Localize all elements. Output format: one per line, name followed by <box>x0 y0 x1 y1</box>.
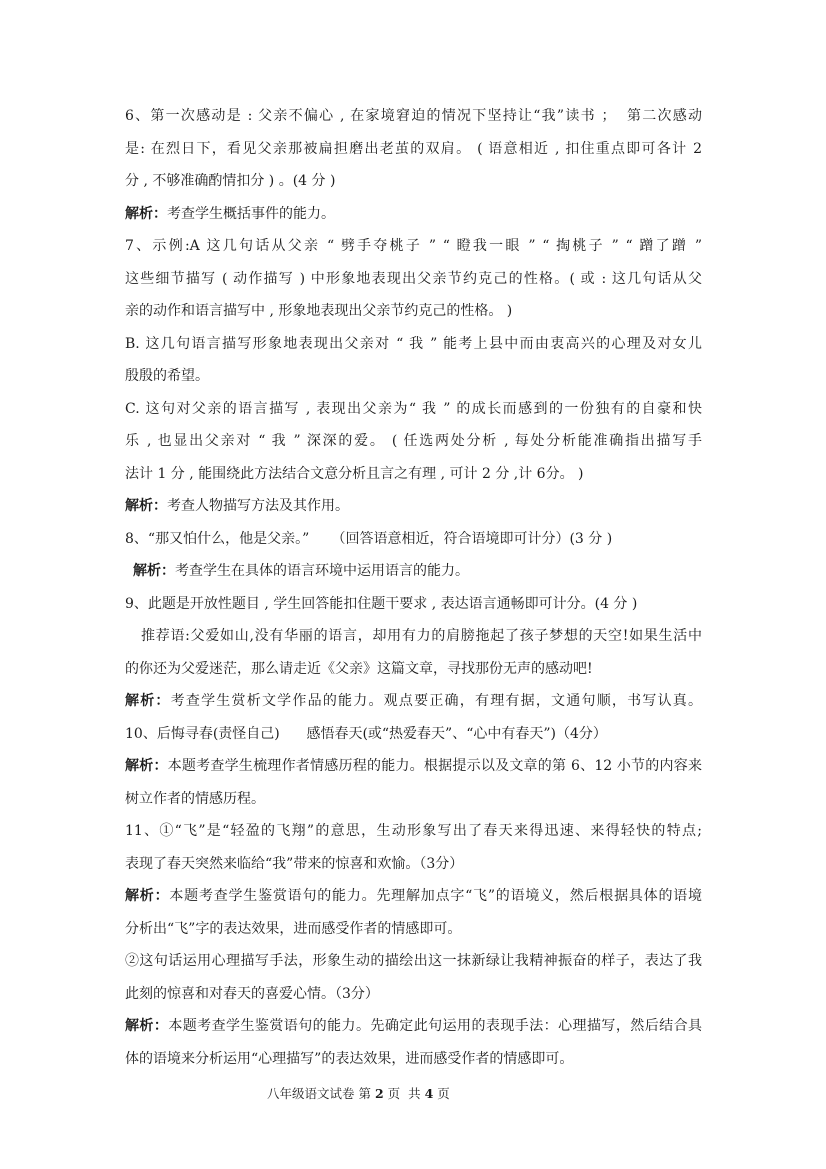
q7-option-b-line-2: 殷殷的希望。 <box>125 368 209 384</box>
analysis-label: 解析： <box>125 758 168 774</box>
analysis-label: 解析： <box>133 563 175 579</box>
q11-part1-answer-line-1: 11、①“飞”是“轻盈的飞翔”的意思，生动形象写出了春天来得迅速、来得轻快的特点; <box>125 823 702 839</box>
q11-part1-answer-line-2: 表现了春天突然来临给“我”带来的惊喜和欢愉。（3分） <box>125 855 464 872</box>
q11-part2-answer-line-1: ②这句话运用心理描写手法，形象生动的描绘出这一抹新绿让我精神振奋的样子，表达了我 <box>125 953 702 969</box>
q11-part2-analysis-line-1 <box>125 1010 702 1043</box>
q9-answer-line: 9、此题是开放性题目 , 学生回答能扣住题干要求 , 表达语言通畅即可计分。(4 分 ) <box>125 595 638 612</box>
analysis-label: 解析： <box>125 205 167 222</box>
q7-analysis <box>125 490 702 523</box>
analysis-text: 本题考查学生鉴赏语句的能力。先理解加点字“飞”的语境义，然后根据具体的语境 <box>169 888 702 904</box>
q6-answer-line-3: 分 , 不够准确酌情扣分 ) 。(4 分 ) <box>125 173 336 189</box>
analysis-text: 考查人物描写方法及其作用。 <box>167 498 349 514</box>
analysis-text: 考查学生赏析文学作品的能力。观点要正确，有理有据，文通句顺，书写认真。 <box>170 693 702 709</box>
q11-part2-analysis-line-2: 体的语境来分析运用“心理描写”的表达效果，进而感受作者的情感即可。 <box>125 1050 574 1067</box>
analysis-text: 本题考查学生梳理作者情感历程的能力。根据提示以及文章的第 6、12 小节的内容来 <box>167 758 702 774</box>
q6-answer-line-1: 6、第一次感动是 : 父亲不偏心 , 在家境窘迫的情况下坚持让“我”读书 ； 第二次感动 <box>125 108 702 124</box>
footer-prefix: 八年级语文试卷 第 <box>267 1086 375 1101</box>
q6-analysis <box>125 198 702 231</box>
analysis-label: 解析： <box>125 1018 169 1034</box>
q9-recommendation-line-2: 的你还为父爱迷茫，那么请走近《父亲》这篇文章，寻找那份无声的感动吧! <box>125 660 593 677</box>
q8-analysis <box>125 555 702 588</box>
page-footer <box>267 1084 450 1104</box>
q7-option-c-line-3: 法计 1 分 , 能围绕此方法结合文意分析且言之有理 , 可计 2 分 ,计 6分。 ) <box>125 465 584 482</box>
analysis-label: 解析： <box>125 888 170 904</box>
q10-answer-line: 10、后悔寻春(责怪自己) 感悟春天(或“热爱春天”、“心中有春天”)（4分） <box>125 725 607 742</box>
q7-answer-line-1: 7、示例:A 这几句话从父亲 “ 劈手夺桃子 ” “ 瞪我一眼 ” “ 掏桃子 ” “ 蹭了蹭 ” <box>125 238 702 254</box>
q11-part1-analysis-line-1 <box>125 880 702 913</box>
analysis-text: 考查学生概括事件的能力。 <box>167 205 335 222</box>
q11-part1-analysis-line-2: 分析出“飞”字的表达效果，进而感受作者的情感即可。 <box>125 920 462 937</box>
footer-mid: 页 共 <box>383 1086 425 1101</box>
q9-analysis <box>125 685 702 718</box>
q7-option-c-line-2: 乐 , 也显出父亲对 “ 我 ” 深深的爱。 ( 任选两处分析 , 每处分析能准确指出描写手 <box>125 433 702 449</box>
q11-part2-answer-line-2: 此刻的惊喜和对春天的喜爱心情。（3分） <box>125 985 379 1002</box>
q10-analysis-line-1 <box>125 750 702 783</box>
q10-analysis-line-2: 树立作者的情感历程。 <box>125 790 265 807</box>
analysis-label: 解析： <box>125 498 167 514</box>
q7-answer-line-3: 亲的动作和语言描写中 , 形象地表现出父亲节约克己的性格。 ) <box>125 303 513 319</box>
analysis-text: 本题考查学生鉴赏语句的能力。先确定此句运用的表现手法：心理描写，然后结合具 <box>168 1018 702 1034</box>
q6-answer-line-2: 是: 在烈日下，看见父亲那被扁担磨出老茧的双肩。 ( 语意相近 , 扣住重点即可各计 2 <box>125 140 702 157</box>
q8-answer-line: 8、“那又怕什么，他是父亲。” （回答语意相近，符合语境即可计分）(3 分 ) <box>125 530 613 547</box>
answer-content <box>125 100 702 1075</box>
analysis-text: 考查学生在具体的语言环境中运用语言的能力。 <box>175 563 469 579</box>
footer-page-number: 2 <box>374 1086 384 1101</box>
q9-recommendation-line-1: 推荐语:父爱如山,没有华丽的语言，却用有力的肩膀拖起了孩子梦想的天空!如果生活中 <box>141 628 702 644</box>
q7-option-b-line-1: B. 这几句语言描写形象地表现出父亲对 “ 我 ” 能考上县中而由衷高兴的心理及对女儿 <box>125 335 702 352</box>
analysis-label: 解析： <box>125 693 171 709</box>
footer-total-pages: 4 <box>424 1086 434 1101</box>
q7-answer-line-2: 这些细节描写 ( 动作描写 ) 中形象地表现出父亲节约克己的性格。( 或 : 这几句话从父 <box>125 270 702 287</box>
q7-option-c-line-1: C. 这句对父亲的语言描写 , 表现出父亲为“ 我 ” 的成长而感到的一份独有的自豪和快 <box>125 400 702 417</box>
footer-suffix: 页 <box>433 1086 450 1101</box>
